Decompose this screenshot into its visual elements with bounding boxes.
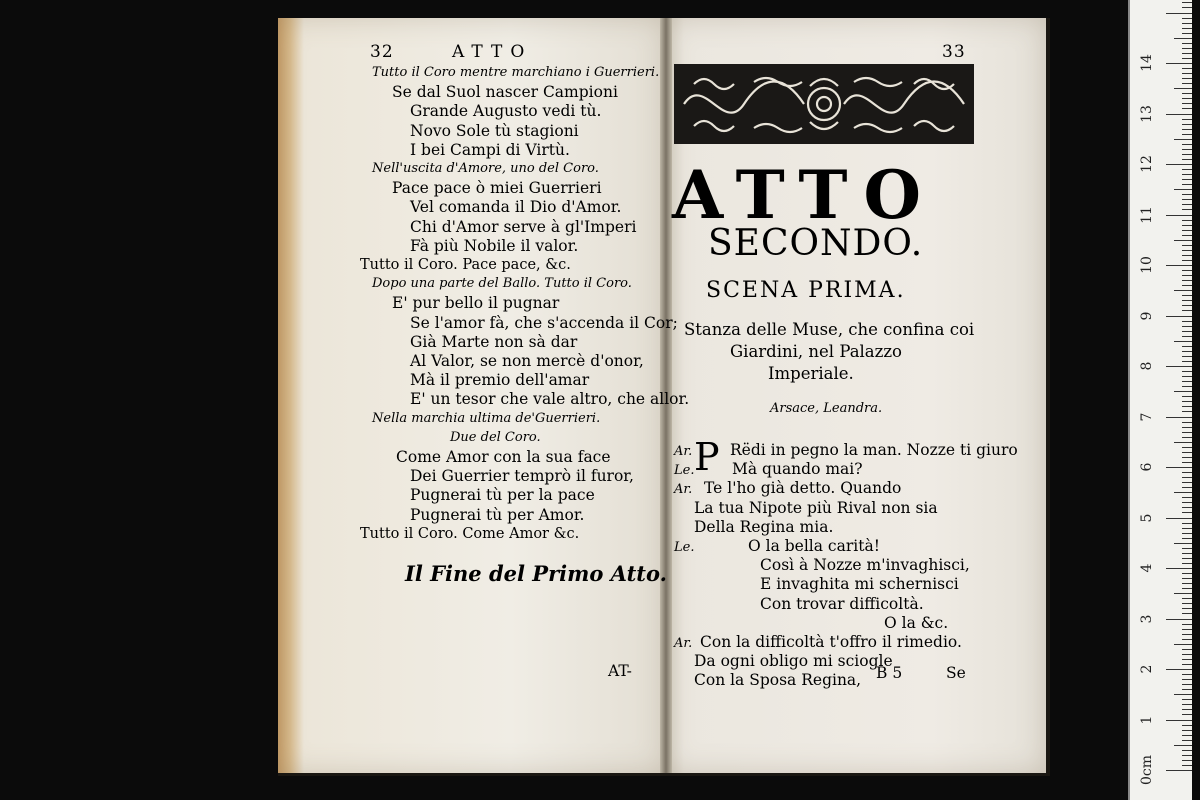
ruler-number: 7 xyxy=(1139,412,1155,421)
ruler-tick xyxy=(1182,381,1192,382)
speaker-label: Ar. xyxy=(674,444,693,459)
ruler-tick xyxy=(1182,103,1192,104)
left-text-line: Grande Augusto vedi tù. xyxy=(410,102,602,121)
ruler-tick xyxy=(1166,417,1192,418)
ruler-tick xyxy=(1182,588,1192,589)
ruler-tick xyxy=(1182,326,1192,327)
left-text-line: Se l'amor fà, che s'accenda il Cor; xyxy=(410,313,678,332)
ruler-tick xyxy=(1182,108,1192,109)
ruler-tick xyxy=(1182,538,1192,539)
ruler-tick xyxy=(1174,189,1192,190)
dialogue-line: Con trovar difficoltà. xyxy=(760,594,924,613)
setting-line-2: Giardini, nel Palazzo xyxy=(730,342,902,361)
ruler-tick xyxy=(1182,169,1192,170)
ruler-number: 1 xyxy=(1139,715,1155,724)
ruler-tick xyxy=(1182,396,1192,397)
ruler-tick xyxy=(1182,336,1192,337)
ruler-tick xyxy=(1182,462,1192,463)
ruler-tick xyxy=(1174,644,1192,645)
ruler-tick xyxy=(1182,154,1192,155)
ruler-tick xyxy=(1182,58,1192,59)
ruler-tick xyxy=(1182,209,1192,210)
ruler-tick xyxy=(1182,573,1192,574)
left-catchword: AT- xyxy=(608,662,632,680)
left-text-line: Tutto il Coro. Come Amor &c. xyxy=(360,525,580,542)
ruler-tick xyxy=(1166,215,1192,216)
ruler-tick xyxy=(1166,13,1192,14)
left-text-line: E' un tesor che vale altro, che allor. xyxy=(410,390,690,409)
ruler-tick xyxy=(1182,482,1192,483)
ruler-tick xyxy=(1166,518,1192,519)
ruler-tick xyxy=(1182,487,1192,488)
ruler-tick xyxy=(1182,689,1192,690)
dialogue-line: La tua Nipote più Rival non sia xyxy=(694,498,938,517)
left-text-line: Tutto il Coro mentre marchiano i Guerrieri. xyxy=(372,65,660,80)
left-text-line: E' pur bello il pugnar xyxy=(392,294,560,313)
ruler-tick xyxy=(1182,119,1192,120)
ruler-tick xyxy=(1174,593,1192,594)
ruler-tick xyxy=(1182,563,1192,564)
ruler-tick xyxy=(1182,507,1192,508)
left-text-line: Se dal Suol nascer Campioni xyxy=(392,83,618,102)
dialogue-line: Te l'ho già detto. Quando xyxy=(704,479,902,498)
ruler-tick xyxy=(1182,43,1192,44)
ruler-tick xyxy=(1182,512,1192,513)
left-text-line: Nella marchia ultima de'Guerrieri. xyxy=(372,410,601,426)
ruler-number: 0cm xyxy=(1139,754,1155,785)
left-running-head: ATTO xyxy=(452,42,533,62)
ruler-tick xyxy=(1182,634,1192,635)
ruler-tick xyxy=(1182,23,1192,24)
left-text-line: Pugnerai tù per la pace xyxy=(410,486,595,505)
ruler-tick xyxy=(1182,7,1192,8)
ruler-tick xyxy=(1174,290,1192,291)
ruler-number: 4 xyxy=(1139,563,1155,573)
ruler-tick xyxy=(1182,613,1192,614)
ruler-tick xyxy=(1182,260,1192,261)
left-text-line: Tutto il Coro. Pace pace, &c. xyxy=(360,257,571,273)
ruler-tick xyxy=(1182,346,1192,347)
ruler-tick xyxy=(1182,684,1192,685)
right-page-number: 33 xyxy=(942,42,966,62)
ruler-tick xyxy=(1182,649,1192,650)
ruler-tick xyxy=(1182,432,1192,433)
dialogue-line: Mà quando mai? xyxy=(732,460,863,479)
ruler-tick xyxy=(1166,63,1192,64)
ruler-tick xyxy=(1174,492,1192,493)
left-text-line: Nell'uscita d'Amore, uno del Coro. xyxy=(372,161,599,176)
dialogue-line: Con la difficoltà t'offro il rimedio. xyxy=(700,633,962,651)
dialogue-line: Con la Sposa Regina, xyxy=(694,671,862,690)
left-text-line: Dopo una parte del Ballo. Tutto il Coro. xyxy=(372,276,632,292)
finale-line: Il Fine del Primo Atto. xyxy=(405,561,667,586)
dialogue-line: Da ogni obligo mi sciogle xyxy=(694,652,893,671)
ruler-number: 9 xyxy=(1139,311,1155,320)
ruler-tick xyxy=(1182,179,1192,180)
ruler-tick xyxy=(1182,578,1192,579)
ruler-tick xyxy=(1174,341,1192,342)
ruler-number: 14 xyxy=(1139,54,1155,72)
ruler-tick xyxy=(1182,472,1192,473)
ruler-tick xyxy=(1182,250,1192,251)
ruler-tick xyxy=(1182,725,1192,726)
left-text-line: Due del Coro. xyxy=(450,429,541,445)
characters-line: Arsace, Leandra. xyxy=(770,401,883,416)
ruler-tick xyxy=(1182,624,1192,625)
left-text-line: Chi d'Amor serve à gl'Imperi xyxy=(410,217,637,236)
ruler-tick xyxy=(1182,255,1192,256)
ruler-tick xyxy=(1182,386,1192,387)
drop-initial: P xyxy=(694,435,720,479)
ruler-tick xyxy=(1182,174,1192,175)
ruler-tick xyxy=(1182,149,1192,150)
ruler-tick xyxy=(1182,48,1192,49)
left-text-line: Pace pace ò miei Guerrieri xyxy=(392,179,602,198)
ruler-tick xyxy=(1182,129,1192,130)
left-text-line: Già Marte non sà dar xyxy=(410,332,578,351)
ruler-tick xyxy=(1182,371,1192,372)
ruler-number: 12 xyxy=(1139,155,1155,173)
ruler-tick xyxy=(1182,502,1192,503)
act-title: ATTO xyxy=(672,156,937,234)
dialogue-line: O la &c. xyxy=(884,613,949,632)
ruler-tick xyxy=(1174,543,1192,544)
setting-line-3: Imperiale. xyxy=(768,364,854,383)
speaker-label: Ar. xyxy=(674,636,693,651)
scene-title: SCENA PRIMA. xyxy=(706,278,906,303)
ruler-tick xyxy=(1182,664,1192,665)
dialogue-line: Così à Nozze m'invaghisci, xyxy=(760,556,970,575)
ruler-tick xyxy=(1182,679,1192,680)
ruler-tick xyxy=(1182,78,1192,79)
ruler-tick xyxy=(1166,114,1192,115)
ruler-tick xyxy=(1182,629,1192,630)
ruler-tick xyxy=(1182,225,1192,226)
ruler-tick xyxy=(1182,275,1192,276)
ruler-tick xyxy=(1166,467,1192,468)
ornament-headpiece xyxy=(674,64,974,144)
ruler-number: 13 xyxy=(1139,104,1155,123)
measurement-ruler xyxy=(1128,0,1192,800)
ruler-tick xyxy=(1182,144,1192,145)
ruler-tick xyxy=(1182,134,1192,135)
speaker-label: Le. xyxy=(674,540,695,555)
ruler-tick xyxy=(1182,361,1192,362)
setting-line-1: Stanza delle Muse, che confina coi xyxy=(684,320,975,339)
ruler-tick xyxy=(1182,184,1192,185)
ruler-tick xyxy=(1182,760,1192,761)
ruler-tick xyxy=(1182,750,1192,751)
ruler-number: 11 xyxy=(1139,205,1155,224)
ruler-tick xyxy=(1182,730,1192,731)
left-text-line: Mà il premio dell'amar xyxy=(410,371,590,390)
ruler-tick xyxy=(1166,720,1192,721)
ruler-tick xyxy=(1182,608,1192,609)
ruler-tick xyxy=(1182,93,1192,94)
ruler-tick xyxy=(1182,98,1192,99)
left-text-line: Novo Sole tù stagioni xyxy=(410,121,579,140)
ruler-tick xyxy=(1182,68,1192,69)
ruler-tick xyxy=(1182,447,1192,448)
ruler-tick xyxy=(1182,204,1192,205)
ruler-tick xyxy=(1182,270,1192,271)
ruler-tick xyxy=(1182,755,1192,756)
ruler-tick xyxy=(1182,548,1192,549)
ruler-tick xyxy=(1182,699,1192,700)
ruler-tick xyxy=(1182,401,1192,402)
ruler-tick xyxy=(1166,265,1192,266)
ruler-tick xyxy=(1182,321,1192,322)
ruler-number: 3 xyxy=(1139,614,1155,623)
ruler-tick xyxy=(1182,709,1192,710)
ruler-tick xyxy=(1166,669,1192,670)
ruler-tick xyxy=(1166,366,1192,367)
act-number: SECONDO. xyxy=(708,223,924,264)
ruler-tick xyxy=(1182,305,1192,306)
ruler-tick xyxy=(1166,316,1192,317)
ruler-tick xyxy=(1182,280,1192,281)
ruler-tick xyxy=(1182,295,1192,296)
ruler-tick xyxy=(1182,603,1192,604)
left-page-number: 32 xyxy=(370,42,394,62)
ruler-tick xyxy=(1166,568,1192,569)
ruler-tick xyxy=(1182,73,1192,74)
signature-mark: B 5 xyxy=(876,664,903,682)
ruler-number: 8 xyxy=(1139,361,1155,371)
dialogue-line: Rëdi in pegno la man. Nozze ti giuro xyxy=(730,441,1018,459)
ruler-number: 5 xyxy=(1139,513,1155,522)
ruler-tick xyxy=(1182,230,1192,231)
ruler-tick xyxy=(1182,159,1192,160)
ruler-tick xyxy=(1182,411,1192,412)
ruler-tick xyxy=(1182,376,1192,377)
ruler-tick xyxy=(1182,477,1192,478)
ruler-tick xyxy=(1182,285,1192,286)
ruler-tick xyxy=(1174,38,1192,39)
ruler-tick xyxy=(1182,553,1192,554)
foliage-ornament-icon xyxy=(674,64,974,144)
ruler-tick xyxy=(1182,199,1192,200)
ruler-tick xyxy=(1182,245,1192,246)
ruler-tick xyxy=(1182,331,1192,332)
ruler-tick xyxy=(1182,18,1192,19)
ruler-tick xyxy=(1182,422,1192,423)
ruler-tick xyxy=(1182,528,1192,529)
ruler-tick xyxy=(1182,235,1192,236)
ruler-tick xyxy=(1182,2,1192,3)
ruler-tick xyxy=(1182,639,1192,640)
left-text-line: Vel comanda il Dio d'Amor. xyxy=(410,198,622,217)
left-text-line: Dei Guerrier temprò il furor, xyxy=(410,467,634,486)
ruler-tick xyxy=(1182,583,1192,584)
ruler-tick xyxy=(1182,523,1192,524)
speaker-label: Le. xyxy=(674,463,695,479)
ruler-tick xyxy=(1166,619,1192,620)
ruler-tick xyxy=(1174,391,1192,392)
ruler-tick xyxy=(1174,88,1192,89)
ruler-tick xyxy=(1182,28,1192,29)
ruler-tick xyxy=(1174,694,1192,695)
ruler-tick xyxy=(1182,598,1192,599)
ruler-number: 10 xyxy=(1139,256,1155,274)
dialogue-line: O la bella carità! xyxy=(748,537,880,555)
left-text-line: Pugnerai tù per Amor. xyxy=(410,505,585,524)
ruler-tick xyxy=(1182,124,1192,125)
ruler-tick xyxy=(1182,427,1192,428)
ruler-tick xyxy=(1174,442,1192,443)
ruler-tick xyxy=(1182,457,1192,458)
ruler-tick xyxy=(1182,53,1192,54)
ruler-tick xyxy=(1166,164,1192,165)
ruler-tick xyxy=(1166,770,1192,771)
dialogue-line: Della Regina mia. xyxy=(694,517,834,536)
ruler-tick xyxy=(1174,139,1192,140)
dialogue-line: E invaghita mi schernisci xyxy=(760,575,959,594)
ruler-tick xyxy=(1182,654,1192,655)
left-text-line: Come Amor con la sua face xyxy=(396,448,611,466)
left-text-line: Al Valor, se non mercè d'onor, xyxy=(410,352,644,370)
ruler-tick xyxy=(1174,745,1192,746)
ruler-tick xyxy=(1182,437,1192,438)
ruler-tick xyxy=(1182,558,1192,559)
ruler-tick xyxy=(1182,194,1192,195)
right-catchword: Se xyxy=(946,664,966,682)
ruler-tick xyxy=(1182,735,1192,736)
ruler-number: 6 xyxy=(1139,462,1155,472)
ruler-tick xyxy=(1182,704,1192,705)
ruler-tick xyxy=(1182,740,1192,741)
ruler-number: 2 xyxy=(1139,664,1155,674)
ruler-tick xyxy=(1182,356,1192,357)
ruler-tick xyxy=(1174,240,1192,241)
speaker-label: Ar. xyxy=(674,482,693,498)
ruler-tick xyxy=(1182,533,1192,534)
ruler-tick xyxy=(1182,659,1192,660)
ruler-tick xyxy=(1182,220,1192,221)
ruler-tick xyxy=(1182,351,1192,352)
ruler-tick xyxy=(1182,33,1192,34)
ruler-tick xyxy=(1182,310,1192,311)
ruler-tick xyxy=(1182,300,1192,301)
ruler-tick xyxy=(1182,497,1192,498)
ruler-tick xyxy=(1182,714,1192,715)
ruler-tick xyxy=(1182,406,1192,407)
ruler-tick xyxy=(1182,452,1192,453)
ruler-tick xyxy=(1182,674,1192,675)
left-text-line: I bei Campi di Virtù. xyxy=(410,140,570,159)
left-text-line: Fà più Nobile il valor. xyxy=(410,236,579,255)
ruler-tick xyxy=(1182,765,1192,766)
ruler-tick xyxy=(1182,83,1192,84)
